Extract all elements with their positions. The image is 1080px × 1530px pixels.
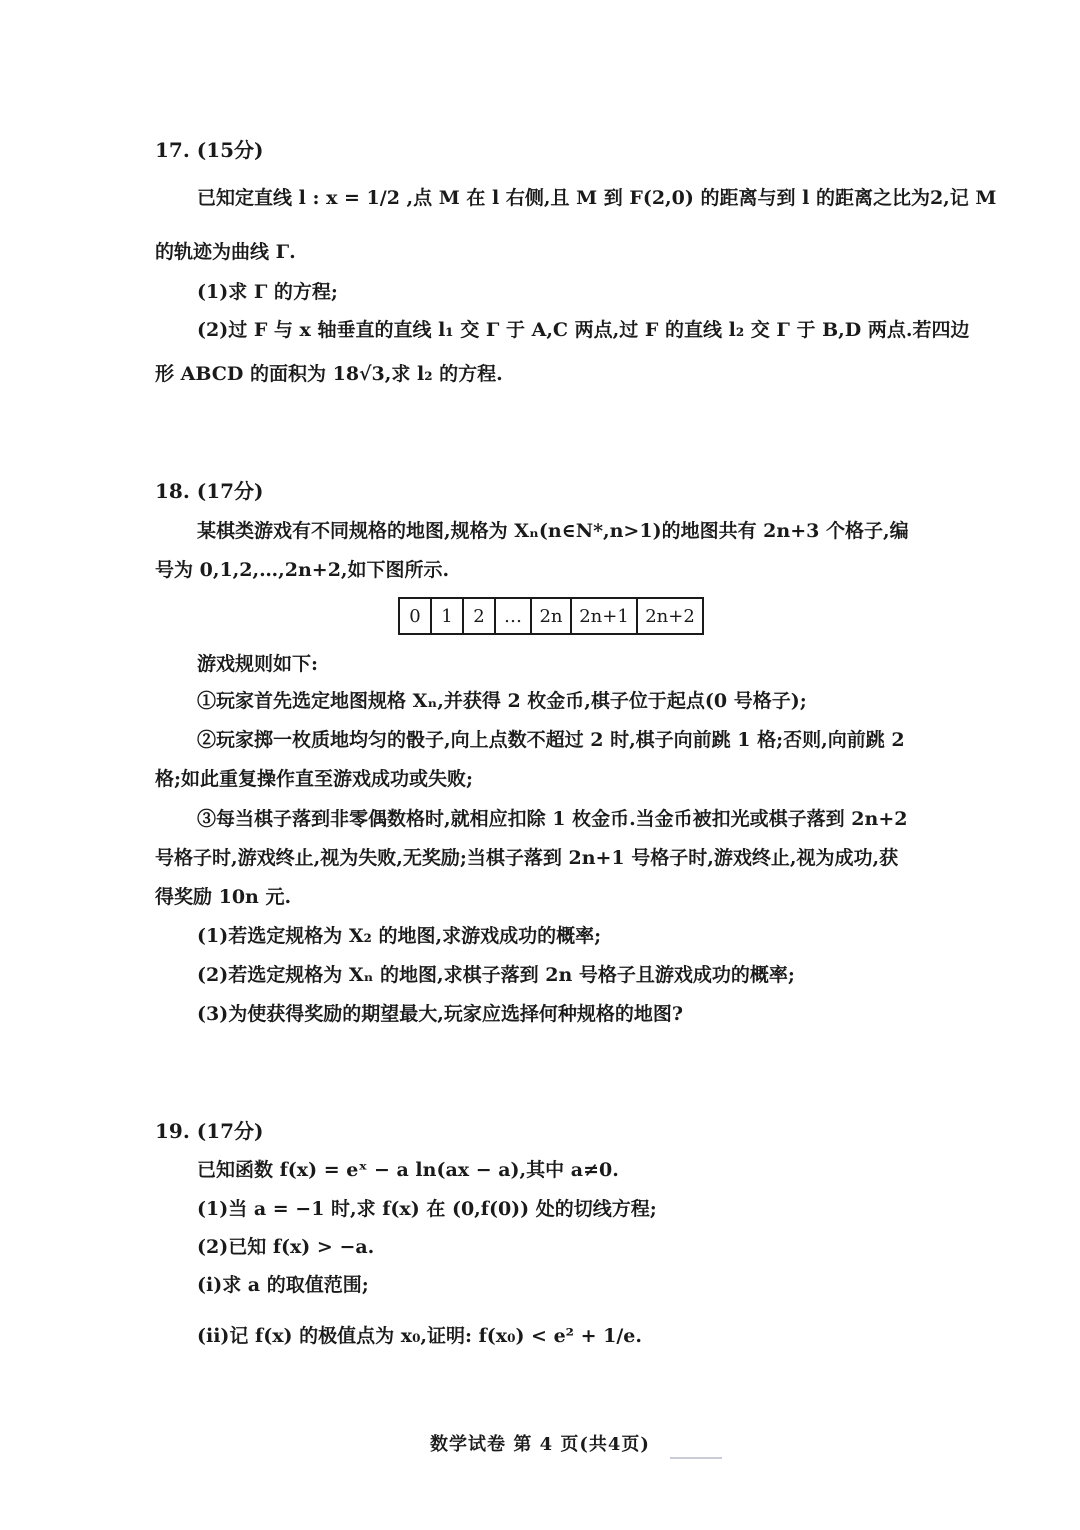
q18-title: 18. (17分) <box>155 479 264 503</box>
q18-rule3-line3: 得奖励 10n 元. <box>155 886 292 908</box>
grid-cell: 2n+1 <box>571 598 637 634</box>
q19-part2-ii: (ii)记 f(x) 的极值点为 x₀,证明: f(x₀) < e² + 1/e. <box>197 1325 643 1347</box>
grid-cell: 2n <box>531 598 571 634</box>
grid-cells-figure <box>398 597 704 635</box>
grid-cell: … <box>495 598 531 634</box>
grid-cell: 1 <box>431 598 463 634</box>
q18-rules-title: 游戏规则如下: <box>197 653 319 675</box>
q18-line1: 某棋类游戏有不同规格的地图,规格为 Xₙ(n∈N*,n>1)的地图共有 2n+3 个格子,编 <box>197 520 909 542</box>
q19-part1: (1)当 a = −1 时,求 f(x) 在 (0,f(0)) 处的切线方程; <box>197 1198 657 1220</box>
q17-part1: (1)求 Γ 的方程; <box>197 281 338 303</box>
q19-part2: (2)已知 f(x) > −a. <box>197 1236 375 1258</box>
q18-part1: (1)若选定规格为 X₂ 的地图,求游戏成功的概率; <box>197 925 602 947</box>
q18-part2: (2)若选定规格为 Xₙ 的地图,求棋子落到 2n 号格子且游戏成功的概率; <box>197 964 795 986</box>
q17-line1: 已知定直线 l : x = 1/2 ,点 M 在 l 右侧,且 M 到 F(2,0) 的距离与到 l 的距离之比为2,记 M <box>197 187 997 209</box>
q17-title: 17. (15分) <box>155 138 264 162</box>
grid-cell: 2 <box>463 598 495 634</box>
q18-rule3-line1: ③每当棋子落到非零偶数格时,就相应扣除 1 枚金币.当金币被扣光或棋子落到 2n+2 <box>197 808 908 830</box>
q19-title: 19. (17分) <box>155 1119 264 1143</box>
q18-line2: 号为 0,1,2,…,2n+2,如下图所示. <box>155 559 450 581</box>
grid-cell: 0 <box>399 598 431 634</box>
q18-rule1: ①玩家首先选定地图规格 Xₙ,并获得 2 枚金币,棋子位于起点(0 号格子); <box>197 690 807 712</box>
grid-cell: 2n+2 <box>637 598 703 634</box>
footer-scan-mark <box>670 1457 722 1459</box>
q18-rule2-line1: ②玩家掷一枚质地均匀的骰子,向上点数不超过 2 时,棋子向前跳 1 格;否则,向前跳 2 <box>197 729 905 751</box>
q19-part2-i: (i)求 a 的取值范围; <box>197 1274 369 1296</box>
q18-part3: (3)为使获得奖励的期望最大,玩家应选择何种规格的地图? <box>197 1003 683 1025</box>
page-footer: 数学试卷 第 4 页(共4页) <box>430 1434 650 1455</box>
q17-part2-line2: 形 ABCD 的面积为 18√3,求 l₂ 的方程. <box>155 363 503 385</box>
q18-rule2-line2: 格;如此重复操作直至游戏成功或失败; <box>155 768 474 790</box>
q17-part2-line1: (2)过 F 与 x 轴垂直的直线 l₁ 交 Γ 于 A,C 两点,过 F 的直线 l₂ 交 Γ 于 B,D 两点.若四边 <box>197 319 970 341</box>
q17-line2: 的轨迹为曲线 Γ. <box>155 241 296 263</box>
q18-rule3-line2: 号格子时,游戏终止,视为失败,无奖励;当棋子落到 2n+1 号格子时,游戏终止,视为成功,获 <box>155 847 899 869</box>
q19-line1: 已知函数 f(x) = eˣ − a ln(ax − a),其中 a≠0. <box>197 1159 619 1181</box>
